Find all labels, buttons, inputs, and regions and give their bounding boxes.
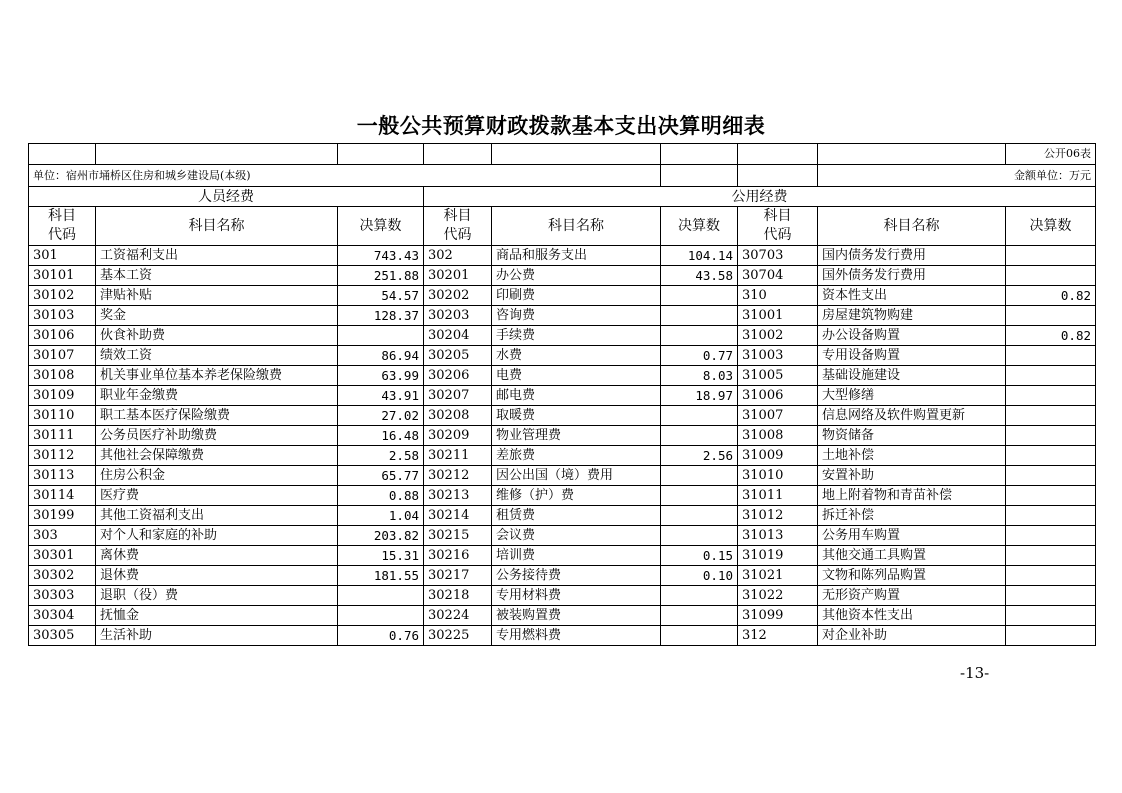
subject-name: 手续费 [492,326,661,346]
final-amount [1006,426,1096,446]
final-amount: 104.14 [661,246,738,266]
amount-header: 决算数 [1006,207,1096,246]
subject-name: 离休费 [96,546,338,566]
final-amount: 0.88 [338,486,424,506]
final-amount [338,586,424,606]
subject-code: 30214 [424,506,492,526]
subject-name: 房屋建筑物购建 [818,306,1006,326]
subject-code: 30202 [424,286,492,306]
final-amount: 743.43 [338,246,424,266]
subject-name: 拆迁补偿 [818,506,1006,526]
subject-code: 30303 [29,586,96,606]
subject-code: 30302 [29,566,96,586]
final-amount [338,326,424,346]
subject-name: 因公出国（境）费用 [492,466,661,486]
subject-code: 30111 [29,426,96,446]
subject-code: 312 [738,626,818,646]
table-number: 公开06表 [1006,144,1096,165]
subject-name: 职业年金缴费 [96,386,338,406]
table-row [29,526,1096,546]
subject-code: 30203 [424,306,492,326]
final-amount: 0.82 [1006,326,1096,346]
final-amount [661,326,738,346]
final-amount [661,586,738,606]
amount-header: 决算数 [338,207,424,246]
subject-code: 30113 [29,466,96,486]
table-row [29,566,1096,586]
subject-name: 抚恤金 [96,606,338,626]
final-amount [661,526,738,546]
final-amount: 63.99 [338,366,424,386]
subject-code: 31013 [738,526,818,546]
code-header: 科目 代码 [29,207,96,246]
subject-code: 30218 [424,586,492,606]
name-header: 科目名称 [492,207,661,246]
group-header-row [29,187,1096,207]
subject-code: 31003 [738,346,818,366]
final-amount [1006,346,1096,366]
subject-name: 专用燃料费 [492,626,661,646]
final-amount [1006,466,1096,486]
table-row [29,306,1096,326]
table-row [29,466,1096,486]
subject-name: 退休费 [96,566,338,586]
final-amount: 43.58 [661,266,738,286]
subject-name: 对企业补助 [818,626,1006,646]
subject-code: 30101 [29,266,96,286]
final-amount [661,286,738,306]
column-header-row [29,207,1096,246]
subject-code: 31005 [738,366,818,386]
subject-code: 30109 [29,386,96,406]
final-amount [1006,366,1096,386]
final-amount: 65.77 [338,466,424,486]
subject-name: 差旅费 [492,446,661,466]
final-amount [1006,266,1096,286]
final-amount [1006,446,1096,466]
subject-name: 公务员医疗补助缴费 [96,426,338,446]
subject-code: 31002 [738,326,818,346]
final-amount [1006,246,1096,266]
code-header: 科目 代码 [424,207,492,246]
subject-name: 印刷费 [492,286,661,306]
table-row [29,506,1096,526]
subject-name: 文物和陈列品购置 [818,566,1006,586]
subject-name: 专用材料费 [492,586,661,606]
final-amount: 0.82 [1006,286,1096,306]
final-amount: 54.57 [338,286,424,306]
final-amount: 18.97 [661,386,738,406]
subject-code: 30204 [424,326,492,346]
final-amount [1006,626,1096,646]
table-row [29,606,1096,626]
subject-code: 30304 [29,606,96,626]
subject-code: 31009 [738,446,818,466]
table-row [29,346,1096,366]
final-amount: 8.03 [661,366,738,386]
final-amount: 86.94 [338,346,424,366]
final-amount [1006,306,1096,326]
subject-name: 邮电费 [492,386,661,406]
subject-code: 30207 [424,386,492,406]
table-row [29,286,1096,306]
subject-name: 物资储备 [818,426,1006,446]
final-amount: 251.88 [338,266,424,286]
subject-name: 会议费 [492,526,661,546]
final-amount: 181.55 [338,566,424,586]
final-amount [1006,586,1096,606]
subject-code: 30114 [29,486,96,506]
subject-name: 商品和服务支出 [492,246,661,266]
unit-label: 单位：宿州市埇桥区住房和城乡建设局(本级) [29,165,661,187]
final-amount [661,626,738,646]
subject-code: 30215 [424,526,492,546]
final-amount [661,406,738,426]
subject-name: 对个人和家庭的补助 [96,526,338,546]
final-amount: 0.10 [661,566,738,586]
final-amount [1006,386,1096,406]
subject-code: 31022 [738,586,818,606]
subject-name: 办公费 [492,266,661,286]
subject-code: 30199 [29,506,96,526]
final-amount: 0.15 [661,546,738,566]
table-row [29,626,1096,646]
subject-name: 国内债务发行费用 [818,246,1006,266]
name-header: 科目名称 [96,207,338,246]
final-amount [338,606,424,626]
final-amount [661,506,738,526]
subject-code: 30305 [29,626,96,646]
final-amount [1006,566,1096,586]
final-amount [661,426,738,446]
subject-name: 津贴补贴 [96,286,338,306]
table-row [29,546,1096,566]
table-row [29,406,1096,426]
subject-name: 无形资产购置 [818,586,1006,606]
subject-name: 取暖费 [492,406,661,426]
unit-row [29,165,1096,187]
subject-name: 专用设备购置 [818,346,1006,366]
amount-unit: 金额单位：万元 [818,165,1096,187]
subject-name: 资本性支出 [818,286,1006,306]
table-row [29,366,1096,386]
subject-code: 30112 [29,446,96,466]
subject-code: 31001 [738,306,818,326]
subject-name: 安置补助 [818,466,1006,486]
subject-code: 31007 [738,406,818,426]
name-header: 科目名称 [818,207,1006,246]
final-amount [661,486,738,506]
subject-name: 国外债务发行费用 [818,266,1006,286]
subject-name: 土地补偿 [818,446,1006,466]
subject-name: 住房公积金 [96,466,338,486]
final-amount: 27.02 [338,406,424,426]
subject-code: 31021 [738,566,818,586]
final-amount: 15.31 [338,546,424,566]
subject-name: 奖金 [96,306,338,326]
subject-code: 30106 [29,326,96,346]
subject-code: 31011 [738,486,818,506]
public-group-header: 公用经费 [424,187,1096,207]
subject-code: 302 [424,246,492,266]
subject-code: 31006 [738,386,818,406]
subject-name: 办公设备购置 [818,326,1006,346]
subject-name: 伙食补助费 [96,326,338,346]
subject-code: 30216 [424,546,492,566]
page-number: -13- [960,664,990,682]
subject-code: 30107 [29,346,96,366]
subject-name: 其他工资福利支出 [96,506,338,526]
page-title: 一般公共预算财政拨款基本支出决算明细表 [356,114,766,138]
subject-name: 公务接待费 [492,566,661,586]
subject-name: 地上附着物和青苗补偿 [818,486,1006,506]
subject-code: 30110 [29,406,96,426]
subject-name: 咨询费 [492,306,661,326]
subject-name: 培训费 [492,546,661,566]
subject-code: 30211 [424,446,492,466]
subject-code: 31012 [738,506,818,526]
subject-name: 电费 [492,366,661,386]
final-amount: 2.58 [338,446,424,466]
final-amount [1006,546,1096,566]
final-amount: 43.91 [338,386,424,406]
subject-code: 31010 [738,466,818,486]
subject-name: 生活补助 [96,626,338,646]
subject-code: 30224 [424,606,492,626]
subject-name: 信息网络及软件购置更新 [818,406,1006,426]
final-amount [1006,486,1096,506]
subject-name: 维修（护）费 [492,486,661,506]
final-amount: 0.76 [338,626,424,646]
subject-code: 30225 [424,626,492,646]
subject-code: 310 [738,286,818,306]
final-amount: 16.48 [338,426,424,446]
table-row [29,586,1096,606]
final-amount: 128.37 [338,306,424,326]
subject-code: 30201 [424,266,492,286]
subject-code: 31019 [738,546,818,566]
final-amount [661,306,738,326]
subject-name: 大型修缮 [818,386,1006,406]
subject-name: 工资福利支出 [96,246,338,266]
subject-code: 31099 [738,606,818,626]
table-row [29,326,1096,346]
final-amount [661,606,738,626]
subject-code: 31008 [738,426,818,446]
final-amount [1006,526,1096,546]
table-row [29,266,1096,286]
table-row [29,486,1096,506]
subject-name: 租赁费 [492,506,661,526]
personnel-group-header: 人员经费 [29,187,424,207]
subject-name: 其他交通工具购置 [818,546,1006,566]
subject-name: 基础设施建设 [818,366,1006,386]
amount-header: 决算数 [661,207,738,246]
subject-code: 30212 [424,466,492,486]
subject-code: 30102 [29,286,96,306]
subject-name: 水费 [492,346,661,366]
table-number-row [29,144,1096,165]
subject-name: 机关事业单位基本养老保险缴费 [96,366,338,386]
subject-code: 30206 [424,366,492,386]
final-amount: 0.77 [661,346,738,366]
subject-code: 30108 [29,366,96,386]
subject-code: 301 [29,246,96,266]
subject-code: 30213 [424,486,492,506]
final-amount: 203.82 [338,526,424,546]
final-amount [1006,406,1096,426]
subject-code: 30301 [29,546,96,566]
subject-name: 其他社会保障缴费 [96,446,338,466]
subject-code: 30704 [738,266,818,286]
subject-code: 30703 [738,246,818,266]
subject-name: 基本工资 [96,266,338,286]
subject-name: 公务用车购置 [818,526,1006,546]
final-amount [1006,506,1096,526]
subject-code: 30205 [424,346,492,366]
subject-code: 303 [29,526,96,546]
subject-name: 职工基本医疗保险缴费 [96,406,338,426]
final-amount: 2.56 [661,446,738,466]
final-amount [1006,606,1096,626]
subject-name: 医疗费 [96,486,338,506]
table-row [29,246,1096,266]
subject-code: 30209 [424,426,492,446]
final-amount [661,466,738,486]
subject-name: 物业管理费 [492,426,661,446]
subject-name: 退职（役）费 [96,586,338,606]
table-row [29,446,1096,466]
subject-name: 绩效工资 [96,346,338,366]
code-header: 科目 代码 [738,207,818,246]
table-row [29,386,1096,406]
table-row [29,426,1096,446]
subject-code: 30217 [424,566,492,586]
subject-code: 30103 [29,306,96,326]
subject-name: 被装购置费 [492,606,661,626]
budget-detail-table [28,143,1096,646]
subject-code: 30208 [424,406,492,426]
subject-name: 其他资本性支出 [818,606,1006,626]
final-amount: 1.04 [338,506,424,526]
